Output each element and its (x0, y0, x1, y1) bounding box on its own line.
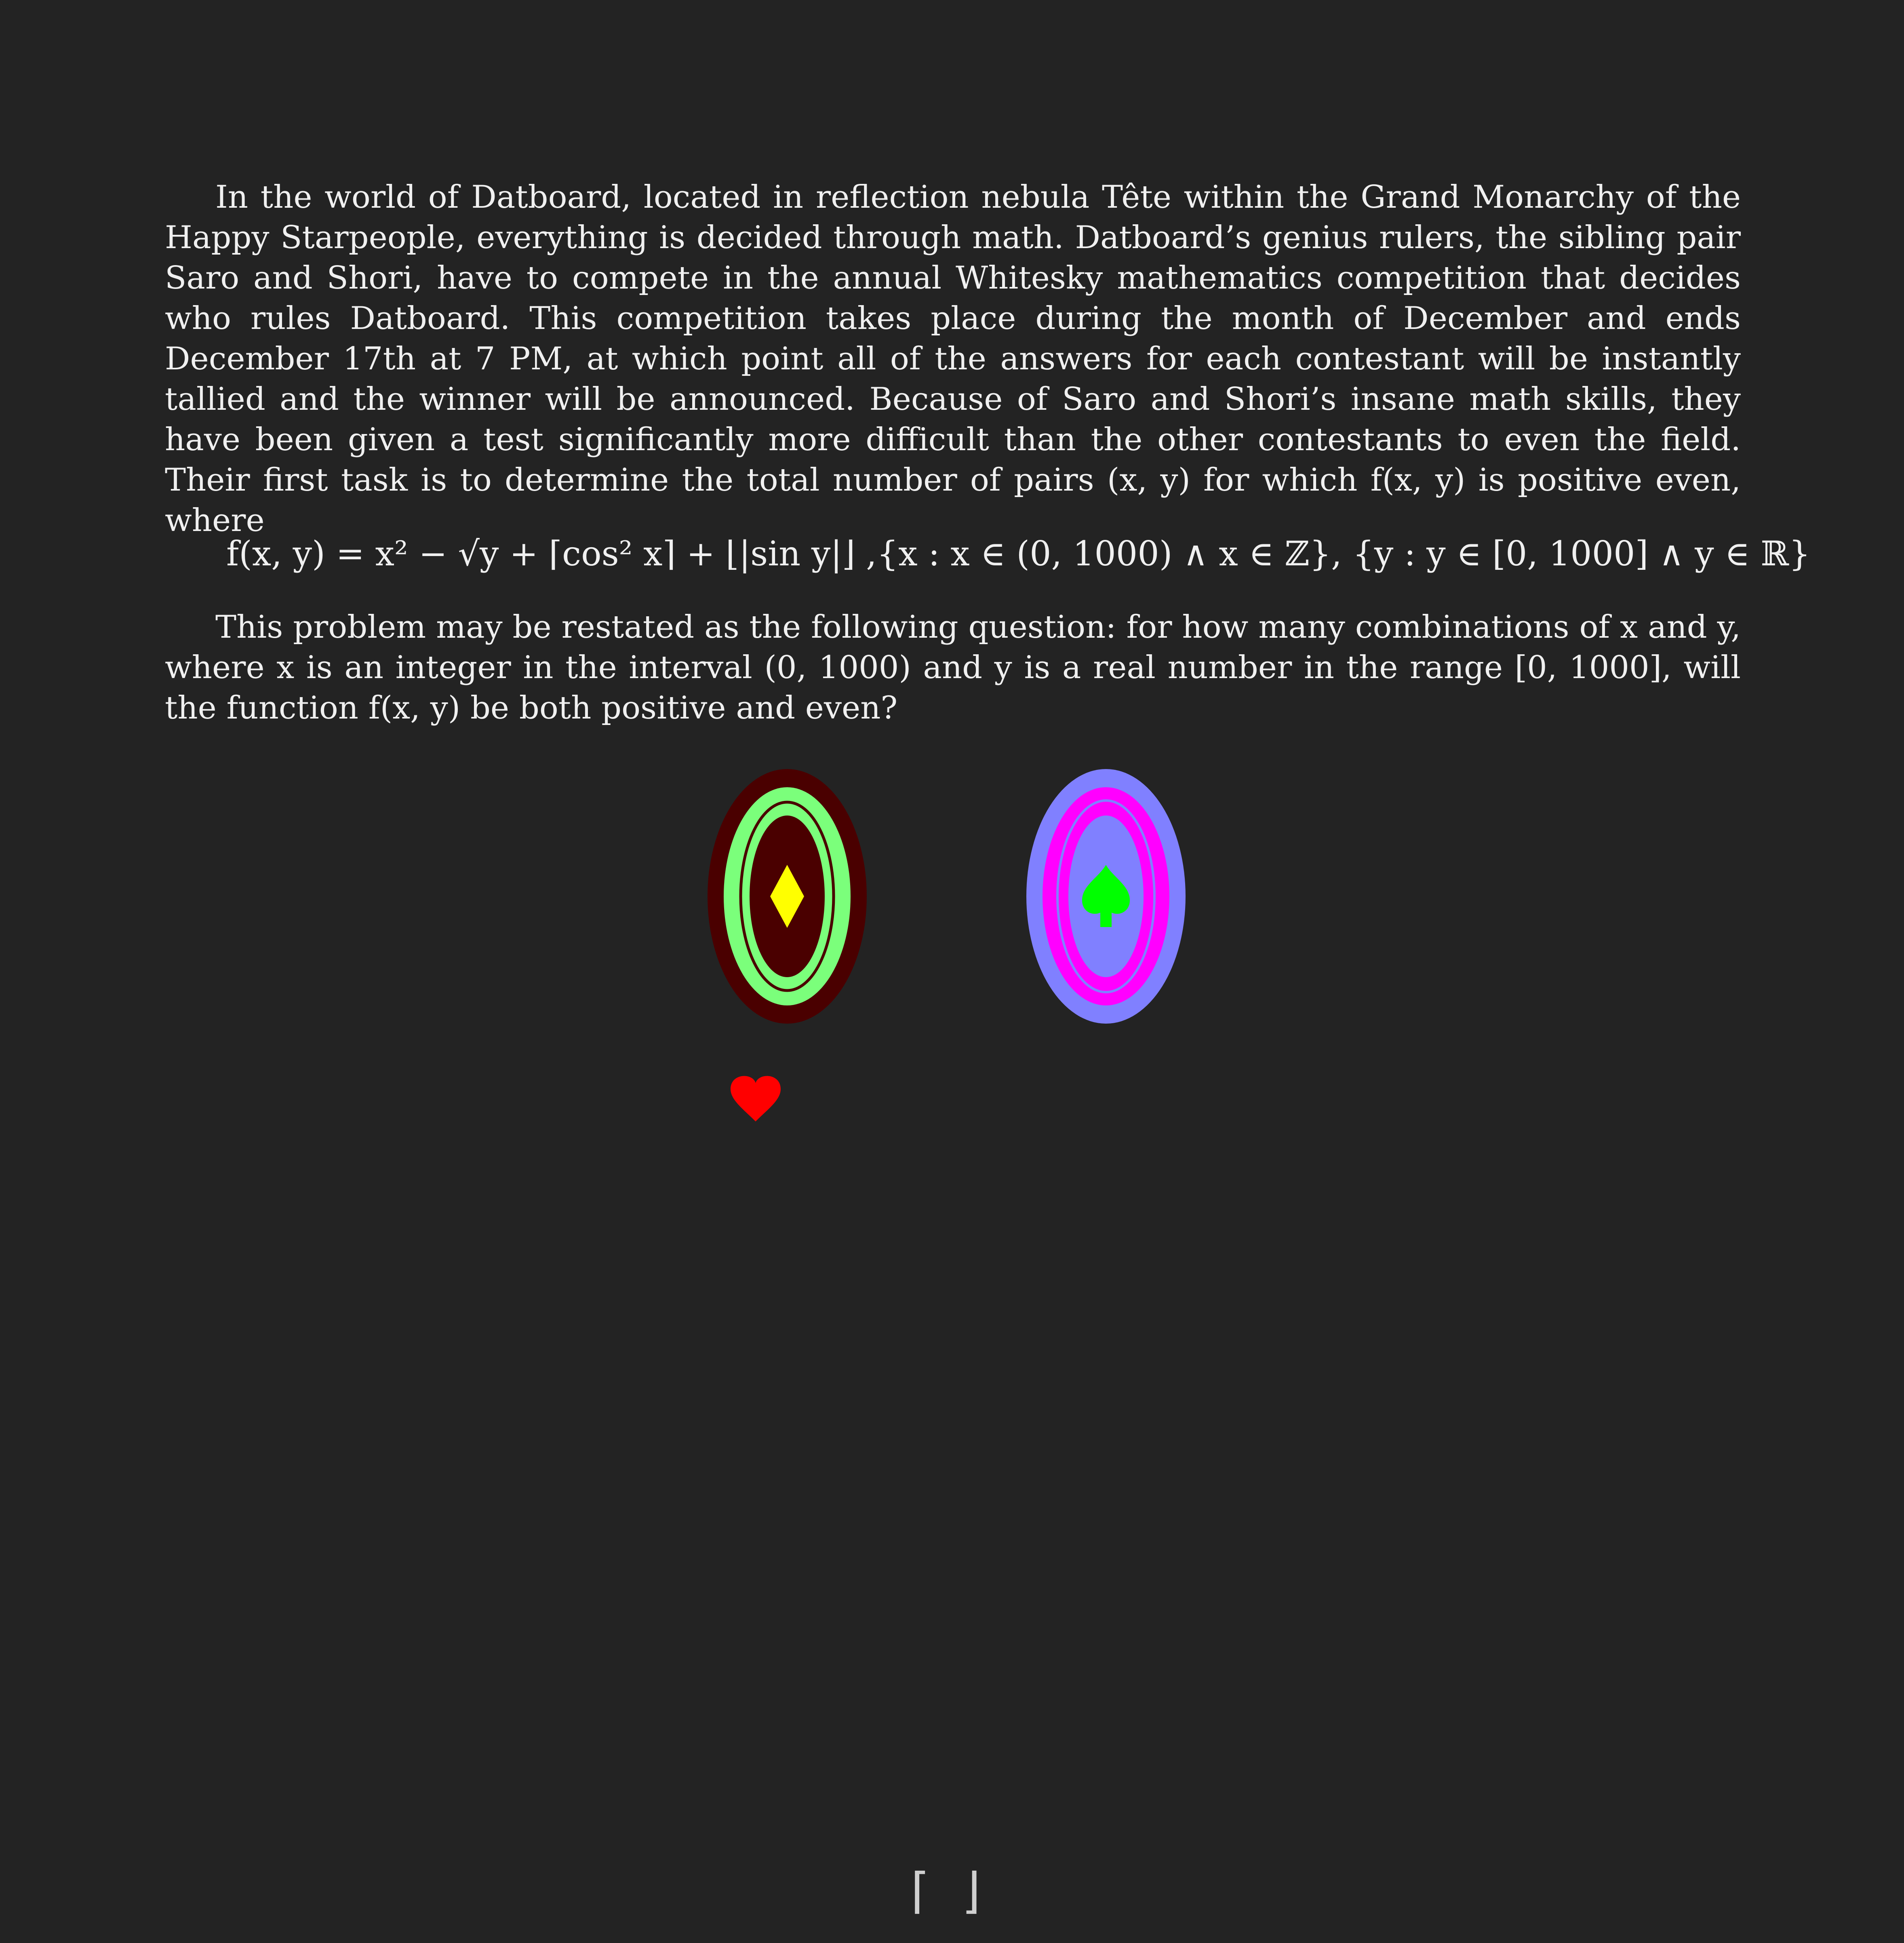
heart-icon (731, 1076, 781, 1121)
domain-definition: {x : x ∈ (0, 1000) ∧ x ∈ ℤ}, {y : y ∈ [0, 1000] ∧ y ∈ ℝ} (876, 534, 1811, 573)
function-definition: f(x, y) = x² − √y + ⌈cos² x⌉ + ⌊|sin y|⌋ , (226, 534, 877, 573)
restatement-text: This problem may be restated as the following question: for how many combinations of x and y, where x is an integer in the interval (0, 1000) and y is a real number in the range [0, 1000], will the function f(x, y) be both positive and even? (165, 609, 1741, 726)
badge-diamond (708, 769, 867, 1024)
intro-text: In the world of Datboard, located in reflection nebula Tête within the Grand Monarchy of the Happy Starpeople, everything is decided through math. Datboard’s genius rulers, the sibling pair Saro and Shori, have to compete in the annual Whitesky mathematics competition that decides who rules Datboard. This competition takes place during the month of December and ends December 17th at 7 PM, at which point all of the answers for each contestant will be instantly tallied and the winner will be announced. Because of Saro and Shori’s insane math skills, they have been given a test significantly more difficult than the other contestants to even the field. Their first task is to determine the total number of pairs (x, y) for which f(x, y) is positive even, where (165, 179, 1741, 539)
footer-right-bracket: ⌋ (962, 1863, 981, 1919)
badge-spade (1026, 769, 1186, 1024)
footer-left-bracket: ⌈ (911, 1863, 930, 1919)
